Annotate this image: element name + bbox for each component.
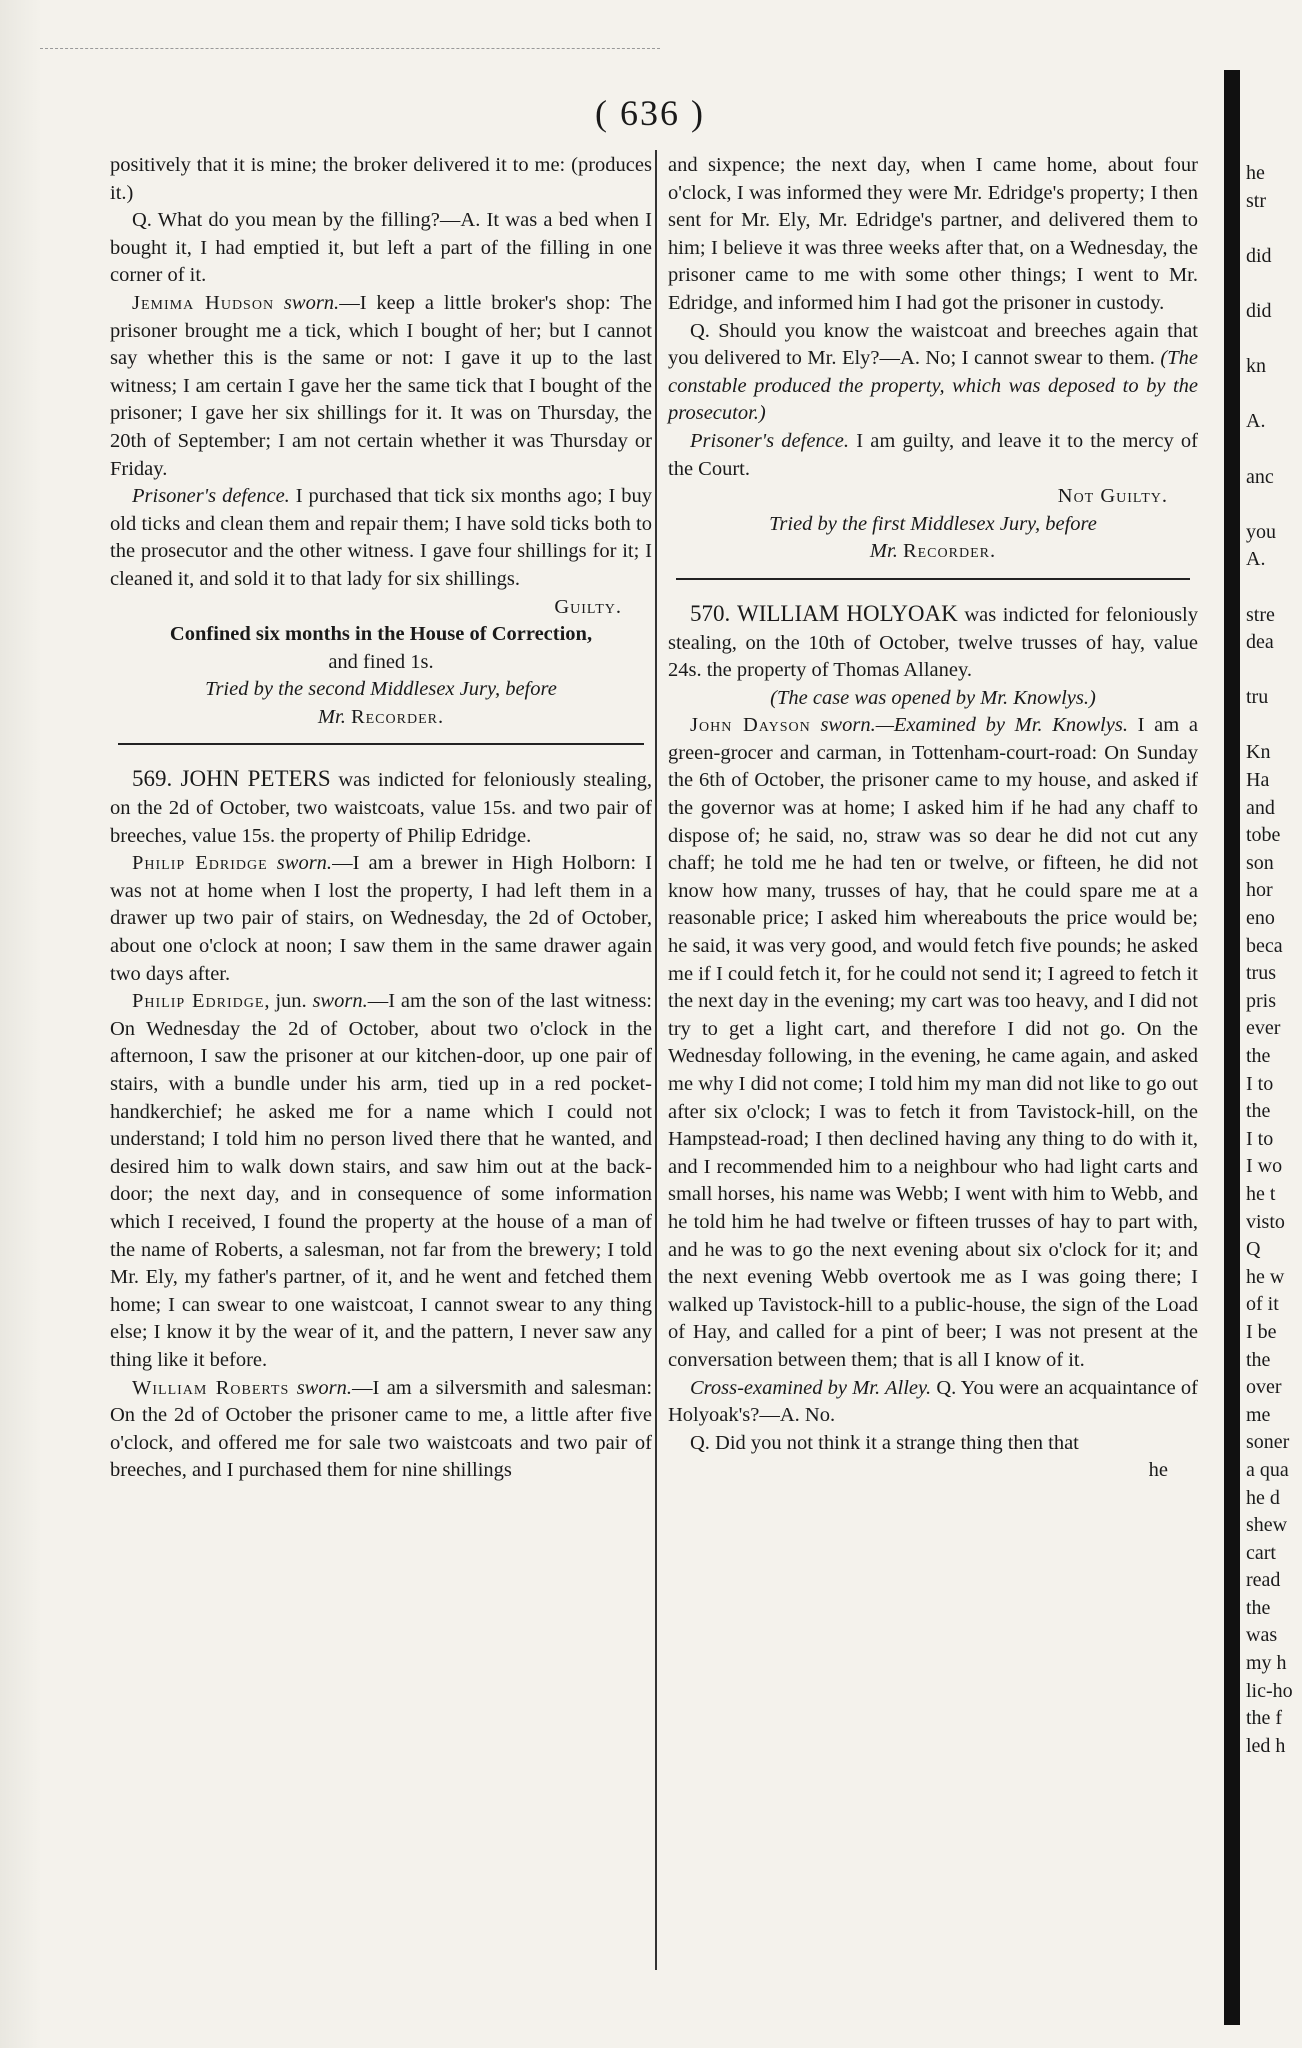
bleed-line: he: [1246, 162, 1265, 184]
jury-text: Mr.: [317, 705, 346, 728]
left-column: [110, 152, 652, 1485]
sworn-label: sworn.—Examined by Mr. Knowlys.: [820, 714, 1128, 737]
sworn-label: sworn.: [283, 291, 340, 314]
bleed-line: [1246, 326, 1302, 354]
constable-note: (The constable produced the property, which was deposed to by the prosecutor.): [668, 347, 1198, 425]
column-divider: [655, 150, 657, 1970]
jury-text: Tried by the second Middlesex Jury, before: [205, 678, 557, 701]
bleed-line: he w: [1246, 1265, 1285, 1288]
witness-name: Philip Edridge: [132, 990, 265, 1013]
bleed-line: kn: [1246, 355, 1266, 378]
sworn-label: sworn.: [312, 990, 368, 1013]
bleed-line: I wo: [1246, 1155, 1283, 1178]
opened-text: (The case was opened by Mr. Knowlys.): [770, 686, 1096, 709]
bleed-line: led h: [1246, 1734, 1286, 1757]
bleed-line: shew: [1246, 1514, 1288, 1537]
bleed-line: tobe: [1246, 824, 1281, 847]
bleed-line: I be: [1246, 1320, 1277, 1343]
bleed-line: he d: [1246, 1486, 1280, 1509]
cross-text: Q. You were an acquaintance of Holyoak's?—A. No.: [668, 1376, 1199, 1427]
defence-text: I purchased that tick six months ago; I buy old ticks and clean them and repair them; I have sold ticks both to the prosecutor and the other witness. I gave four shillings for it; I cleaned it, and sold it to that lady for six shillings.: [110, 485, 653, 590]
verdict: Not Guilty.: [1057, 485, 1168, 508]
cross-label: Cross-examined by Mr. Alley.: [690, 1376, 932, 1399]
case-divider: [118, 743, 644, 745]
testimony-text: —I am a silversmith and salesman: On the 2d of October the prisoner came to me, a little after five o'clock, and offered me for sale two waistcoats and two pair of breeches, and I purchased them for nine shillings: [110, 1376, 653, 1482]
bleed-line: the: [1246, 1045, 1271, 1067]
witness-name: John Dayson: [690, 714, 811, 737]
bleed-line: the: [1246, 1596, 1271, 1619]
bleed-line: tru: [1246, 686, 1269, 709]
case-title: 570. WILLIAM HOLYOAK: [690, 600, 958, 626]
bleed-line: stre: [1246, 603, 1275, 626]
sworn-label: sworn.: [296, 1376, 352, 1399]
bleed-line: [1246, 436, 1302, 464]
bleed-line: you: [1246, 520, 1276, 543]
jury-text: Tried by the first Middlesex Jury, before: [769, 512, 1097, 535]
bleed-line: the f: [1246, 1707, 1283, 1730]
bleed-line: was: [1246, 1624, 1278, 1647]
bleed-line: did: [1246, 244, 1272, 267]
witness-name: Philip Edridge: [132, 852, 268, 875]
page-edge-shadow: [1224, 70, 1240, 2025]
sentence-line: Confined six months in the House of Correction,: [169, 623, 593, 646]
bleed-line: beca: [1246, 934, 1283, 957]
prisoner-defence: [110, 483, 652, 593]
testimony-philip-edridge-jun: [110, 988, 652, 1374]
bleed-line: son: [1246, 851, 1274, 874]
bleed-line: Ha: [1246, 769, 1270, 792]
defence-label: Prisoner's defence.: [690, 429, 850, 452]
testimony-jemima-hudson: [110, 290, 652, 483]
bleed-line: [1246, 215, 1302, 243]
judge-name: Recorder.: [902, 540, 997, 563]
bleed-line: str: [1246, 189, 1266, 212]
testimony-text: —I am the son of the last witness: On Wednesday the 2d of October, about two o'clock in the afternoon, I saw the prisoner at our kitchen-door, up one pair of stairs, with a bundle under his arm, tied up in a red pocket-handkerchief; he asked me for a name which I could not understand; I told him no person lived there that he wanted, and desired him to walk down stairs, and saw him out at the back-door; the next day, and in consequence of some information which I received, I found the property at the house of a man of the name of Roberts, a salesman, not far from the brewery; I told Mr. Ely, my father's partner, of it, and he went and fetched them home; I can swear to one waistcoat, I cannot swear to any thing else; I know it by the wear of it, and the pattern, I never saw any thing like it before.: [110, 990, 652, 1371]
testimony-text: —I am a brewer in High Holborn: I was not at home when I lost the property, I had left them in a drawer up two pair of stairs, on Wednesday, the 2d of October, about one o'clock at noon; I saw them in the same drawer again two days after.: [110, 852, 652, 985]
bleed-line: Kn: [1246, 741, 1271, 764]
catchword: he: [1148, 1459, 1168, 1482]
paragraph: and sixpence; the next day, when I came home, about four o'clock, I was informed they were Mr. Edridge's property; I then sent for Mr. Ely, Mr. Edridge's partner, and delivered them to him; I believe it was three weeks after that, on a Wednesday, the prisoner came to me with some other things; I went to Mr. Edridge, and informed him I had got the prisoner in custody.: [668, 154, 1198, 314]
bleed-line: hor: [1246, 879, 1273, 902]
bleed-line: anc: [1246, 465, 1274, 488]
bleed-line: [1246, 381, 1302, 409]
paragraph: positively that it is mine; the broker delivered it to me: (produces it.): [110, 154, 652, 204]
bleed-line: over: [1246, 1376, 1282, 1399]
bleed-line: [1246, 657, 1302, 685]
case-opened-note: [668, 685, 1198, 713]
bleed-line: me: [1246, 1403, 1271, 1426]
testimony-text: —I keep a little broker's shop: The prisoner brought me a tick, which I bought of her; but I cannot say whether this is the same or not: I gave it up to the last witness; I am certain I gave her the same tick that I bought of the prisoner; I gave her six shillings for it. It was on Thursday, the 20th of September; I am not certain whether it was Thursday or Friday.: [110, 291, 653, 480]
bleed-line: lic-ho: [1246, 1679, 1293, 1702]
bleed-line: pris: [1246, 989, 1276, 1012]
jury-line: [110, 676, 652, 704]
jury-line: [110, 704, 652, 732]
question-paragraph: Q. Did you not think it a strange thing then that: [690, 1431, 1079, 1454]
prisoner-defence: [668, 428, 1198, 483]
bleed-line: trus: [1246, 962, 1276, 985]
bleed-line: [1246, 574, 1302, 602]
bleed-line: the: [1246, 1348, 1271, 1371]
testimony-john-dayson: [668, 712, 1198, 1374]
page-number: ( 636 ): [595, 93, 705, 133]
top-rule: [40, 48, 660, 49]
bleed-line: I to: [1246, 1127, 1274, 1150]
jury-line: [668, 511, 1198, 539]
sentence-line: and fined 1s.: [328, 650, 434, 673]
bleed-line: Q: [1246, 1238, 1261, 1261]
verdict: Guilty.: [554, 595, 622, 618]
case-570-heading: [668, 600, 1198, 685]
bleed-line: my h: [1246, 1652, 1287, 1675]
defence-label: Prisoner's defence.: [132, 485, 290, 508]
bleed-line: visto: [1246, 1210, 1285, 1233]
testimony-william-roberts: [110, 1375, 652, 1485]
bleed-line: dea: [1246, 631, 1274, 654]
case-divider: [676, 578, 1190, 580]
bleed-line: cart: [1246, 1541, 1276, 1564]
bleed-line: ever: [1246, 1017, 1281, 1040]
bleed-line: [1246, 491, 1302, 519]
witness-name: William Roberts: [132, 1376, 290, 1399]
bleed-line: soner: [1246, 1431, 1290, 1454]
bleed-line: eno: [1246, 907, 1275, 930]
question-text: Q. Should you know the waistcoat and breeches again that you delivered to Mr. Ely?—A. No; I cannot swear to them.: [668, 319, 1198, 370]
witness-name: Jemima Hudson: [132, 291, 275, 314]
bleed-line: of it: [1246, 1293, 1279, 1316]
defence-text: I am guilty, and leave it to the mercy of the Court.: [668, 429, 1199, 480]
bleed-line: A.: [1246, 548, 1266, 571]
bleed-line: did: [1246, 299, 1272, 322]
bleed-line: I to: [1246, 1072, 1274, 1095]
right-column: [668, 152, 1198, 1485]
bleed-line: read: [1246, 1569, 1281, 1592]
case-title: 569. JOHN PETERS: [132, 766, 331, 792]
bleed-line: a qua: [1246, 1458, 1289, 1481]
bleed-line: and: [1246, 796, 1275, 819]
judge-name: Recorder.: [350, 705, 445, 728]
bleed-line: [1246, 270, 1302, 298]
bleed-line: he t: [1246, 1182, 1276, 1205]
name-suffix: , jun.: [264, 990, 307, 1013]
paragraph: Q. What do you mean by the filling?—A. It was a bed when I bought it, I had emptied it, but left a part of the filling in one corner of it.: [110, 209, 652, 287]
sworn-label: sworn.: [276, 852, 333, 875]
testimony-philip-edridge: [110, 850, 652, 988]
case-text: was indicted for feloniously stealing, on the 2d of October, two waistcoats, value 15s. and two pair of breeches, value 15s. the property of Philip Edridge.: [110, 769, 652, 847]
question-paragraph: [668, 318, 1198, 428]
cross-examination: [668, 1375, 1198, 1430]
bleed-line: the: [1246, 1100, 1271, 1123]
facing-page-bleed: [1246, 160, 1302, 1760]
case-text: was indicted for feloniously stealing, on the 10th of October, twelve trusses of hay, value 24s. the property of Thomas Allaney.: [668, 603, 1198, 682]
bleed-line: [1246, 712, 1302, 740]
jury-text: Mr.: [869, 540, 898, 563]
bleed-line: A.: [1246, 410, 1266, 433]
page-spine-shadow: [0, 0, 42, 2048]
jury-line: [668, 538, 1198, 566]
testimony-text: I am a green-grocer and carman, in Tottenham-court-road: On Sunday the 6th of October, the prisoner came to my house, and asked if the governor was at home; I asked him if he had any chaff to dispose of; he said, no, straw was so dear he did not cut any chaff; he told me he had ten or twelve, or fifteen, he did not know how many, trusses of hay, that he could spare me at a reasonable price; I asked him whereabouts the price would be; he said, it was very good, and would fetch five pounds; he asked me if I could fetch it, for he could not send it; I agreed to fetch it the next day in the evening; my cart was too heavy, and I did not try to get a light cart, and therefore I did not go. On the Wednesday following, in the evening, he came again, and asked me why I did not come; I told him my man did not like to go out after six o'clock; I was to fetch it from Tavistock-hill, on the Hampstead-road; I then declined having any thing to do with it, and I recommended him to a neighbour who had light carts and small horses, his name was Webb; I went with him to Webb, and he told him he had twelve or fifteen trusses of hay to part with, and he was to go the next evening about six o'clock for it; and the next evening Webb overtook me as I was going there; I walked up Tavistock-hill to a public-house, the sign of the Load of Hay, and called for a pint of beer; I was not present at the conversation between them; that is all I know of it.: [668, 714, 1198, 1371]
case-569-heading: [110, 765, 652, 850]
